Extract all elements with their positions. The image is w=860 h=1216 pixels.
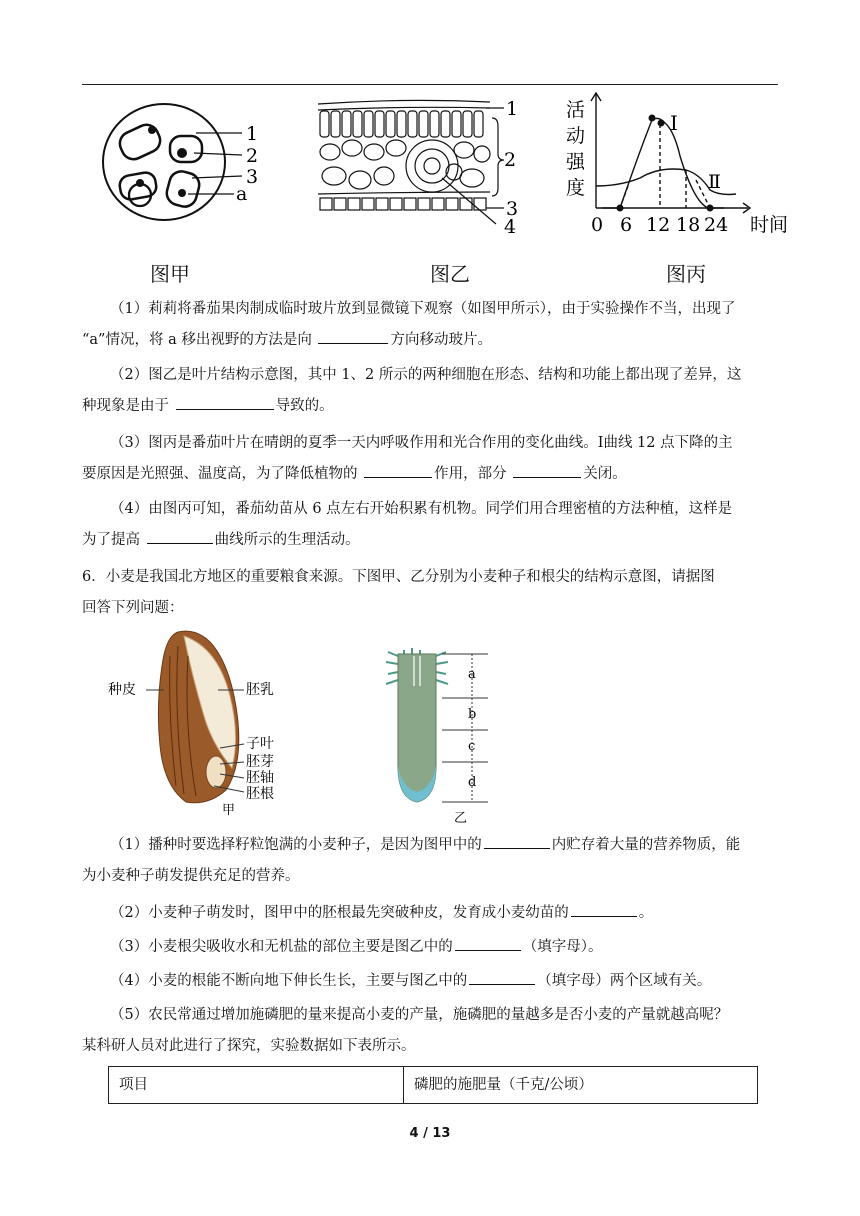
root-label-a: a <box>468 667 476 682</box>
q5-part3: （3）图丙是番茄叶片在晴朗的夏季一天内呼吸作用和光合作用的变化曲线。Ⅰ曲线 12 点下降的主 要原因是光照强、温度高，为了降低植物的 作用，部分 关闭。 <box>82 435 733 482</box>
q6-blank-3 <box>455 936 521 951</box>
bing-xtick-12: 12 <box>646 214 671 236</box>
page-number: 4 / 13 <box>409 1126 451 1141</box>
bing-ylabel-3: 强 <box>566 151 586 173</box>
yi-label-2: 2 <box>504 149 517 171</box>
jia-label-a: a <box>236 183 248 205</box>
bing-xtick-6: 6 <box>620 214 633 236</box>
figure-yi-leaf-section <box>314 96 524 236</box>
yi-label-3: 3 <box>506 198 519 220</box>
bing-ylabel-1: 活 <box>566 99 586 121</box>
root-label-b: b <box>468 707 477 722</box>
root-caption-yi: 乙 <box>454 811 468 826</box>
yi-label-1: 1 <box>506 98 519 120</box>
figure-jia-microscope-cells <box>100 98 270 228</box>
jia-label-2: 2 <box>246 145 259 167</box>
q6-blank-4 <box>469 970 535 985</box>
q6-part2: （2）小麦种子萌发时，图甲中的胚根最先突破种皮，发育成小麦幼苗的 。 <box>82 898 782 929</box>
q6-part3: （3）小麦根尖吸收水和无机盐的部位主要是图乙中的 （填字母）。 <box>82 932 782 963</box>
q6-blank-2 <box>571 902 637 917</box>
bing-xlabel: 时间 <box>750 214 789 236</box>
bing-curve-label-2: Ⅱ <box>708 171 721 193</box>
q6-intro: 6．小麦是我国北方地区的重要粮食来源。下图甲、乙分别为小麦种子和根尖的结构示意图，请据图 回答下列问题： <box>82 569 715 616</box>
q5-part4: （4）由图丙可知，番茄幼苗从 6 点左右开始积累有机物。同学们用合理密植的方法种植，这样是 为了提高 曲线所示的生理活动。 <box>82 501 733 548</box>
q6-part1: （1）播种时要选择籽粒饱满的小麦种子，是因为图甲中的 内贮存着大量的营养物质，能 为小麦种子萌发提供充足的营养。 <box>82 830 782 892</box>
top-rule <box>82 84 778 85</box>
table-header-item: 项目 <box>109 1067 404 1103</box>
figure-wheat-seed <box>104 626 304 816</box>
q5-blank-3 <box>364 463 432 478</box>
q6-part5: （5）农民常通过增加施磷肥的量来提高小麦的产量，施磷肥的量越多是否小麦的产量就越高呢？ 某科研人员对此进行了探究，实验数据如下表所示。 <box>82 1007 729 1054</box>
q5-part2: （2）图乙是叶片结构示意图，其中 1、2 所示的两种细胞在形态、结构和功能上都出现了差异，这 种现象是由于 导致的。 <box>82 367 742 414</box>
q6-blank-1 <box>484 834 550 849</box>
figure-bing-activity-curves <box>560 90 800 240</box>
q5-blank-5 <box>147 529 213 544</box>
bing-ylabel-4: 度 <box>566 177 586 199</box>
caption-bing: 图丙 <box>666 262 706 286</box>
seed-caption-jia: 甲 <box>222 803 236 816</box>
bing-curve-label-1: Ⅰ <box>670 111 678 135</box>
bing-xtick-0: 0 <box>591 214 604 236</box>
q5-blank-2 <box>176 395 274 410</box>
caption-yi: 图乙 <box>430 262 470 286</box>
q5-blank-4 <box>513 463 581 478</box>
seed-label-peiya: 胚芽 <box>246 754 274 770</box>
root-label-d: d <box>468 775 477 790</box>
seed-label-peiru: 胚乳 <box>246 682 274 698</box>
yi-label-4: 4 <box>504 216 517 236</box>
figure-root-tip <box>384 646 514 826</box>
table-header-amount: 磷肥的施肥量（千克/公顷） <box>414 1077 593 1093</box>
bing-xtick-24: 24 <box>704 214 729 236</box>
q5-part1: （1）莉莉将番茄果肉制成临时玻片放到显微镜下观察（如图甲所示），由于实验操作不当，出现了 “a”情况，将 a 移出视野的方法是向 方向移动玻片。 <box>82 301 736 348</box>
root-label-c: c <box>468 739 476 754</box>
bing-ylabel-2: 动 <box>566 125 586 147</box>
seed-label-peizhou: 胚轴 <box>246 770 274 786</box>
q6-part4: （4）小麦的根能不断向地下伸长生长，主要与图乙中的 （填字母）两个区域有关。 <box>82 966 782 997</box>
caption-jia: 图甲 <box>150 262 190 286</box>
seed-label-peigen: 胚根 <box>246 786 274 802</box>
seed-label-zhongpi: 种皮 <box>108 682 136 698</box>
jia-label-3: 3 <box>246 166 259 188</box>
phosphate-table <box>108 1066 758 1104</box>
q5-blank-1 <box>318 329 388 344</box>
jia-label-1: 1 <box>246 123 259 145</box>
seed-label-ziye: 子叶 <box>246 736 274 752</box>
bing-xtick-18: 18 <box>676 214 701 236</box>
